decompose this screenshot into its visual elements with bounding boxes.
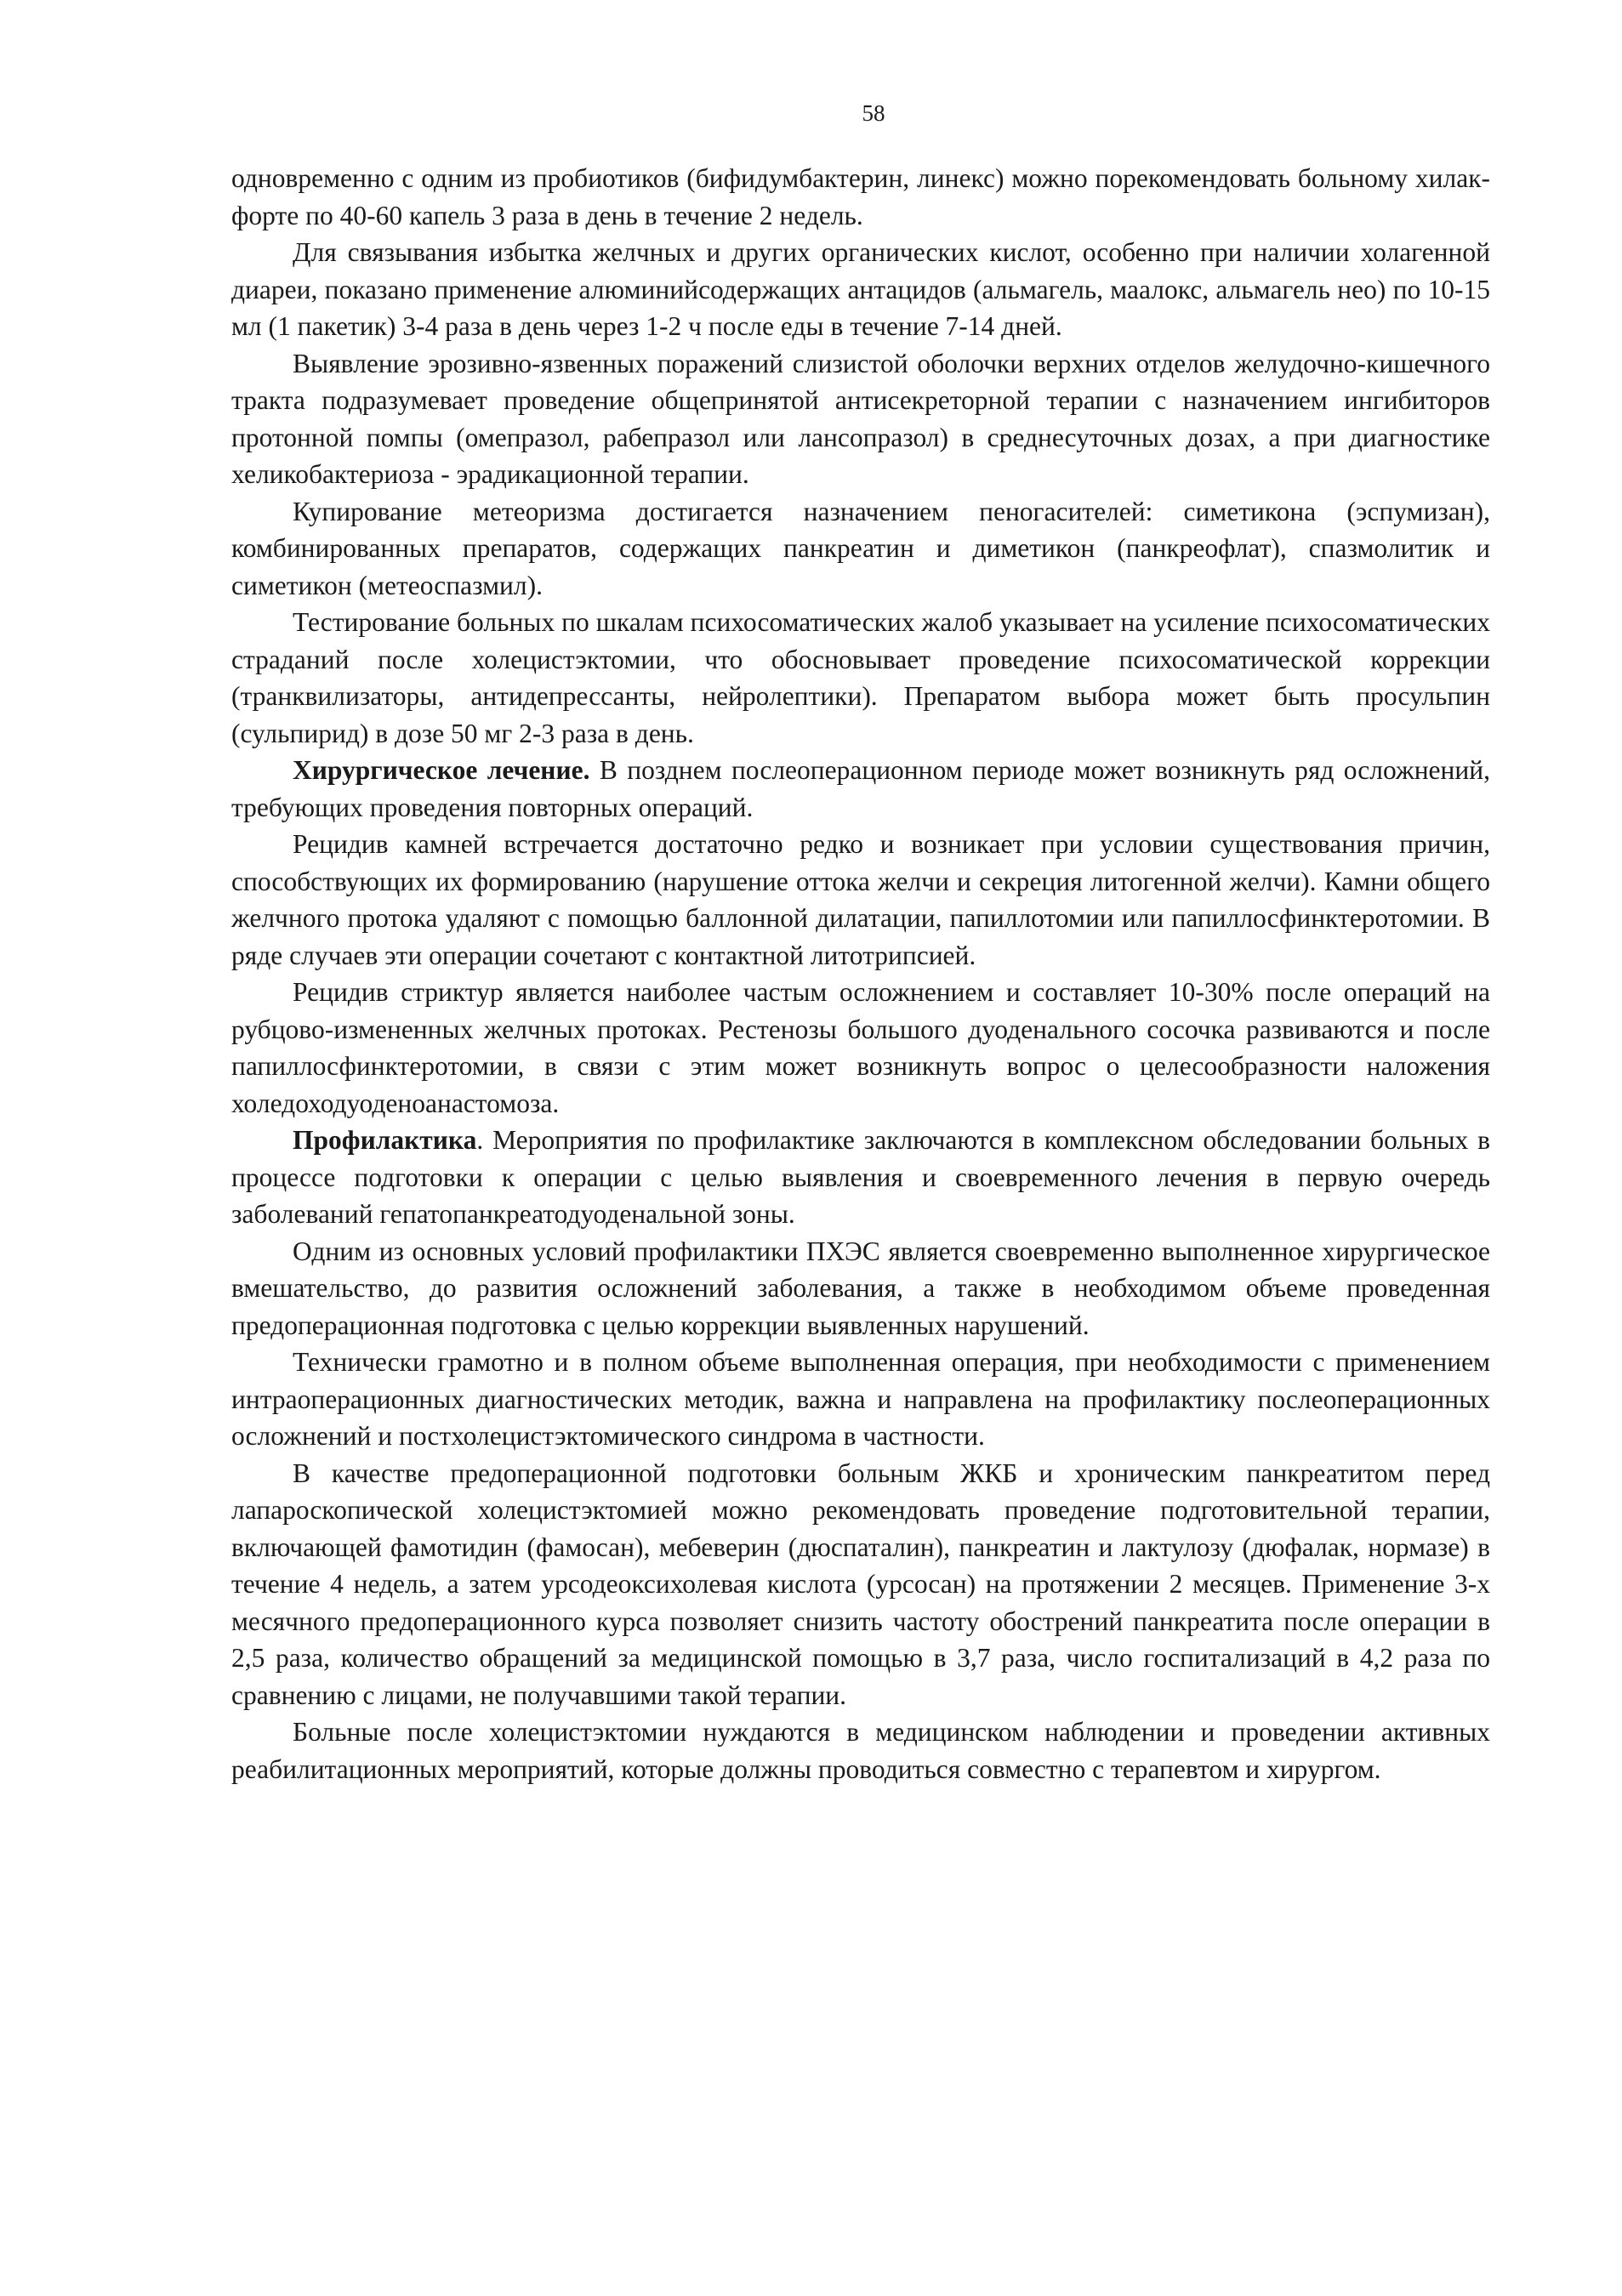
- paragraph: [231, 1455, 1490, 1714]
- section-heading: Хирургическое лечение.: [293, 755, 590, 785]
- section-heading: Профилактика: [293, 1125, 477, 1155]
- paragraph: [231, 1122, 1490, 1233]
- paragraph: [231, 345, 1490, 493]
- paragraph: [231, 1344, 1490, 1455]
- paragraph-text: Рецидив камней встречается достаточно редко и возникает при условии существования причин, способствующих их формированию (нарушение оттока желчи и секреция литогенной желчи). Камни общего желчного протока удаляют с помощью баллонной дилатации, папиллотомии или папиллосфинктеротомии. В ряде случаев эти операции сочетают с контактной литотрипсией.: [231, 829, 1490, 970]
- paragraph: [231, 160, 1490, 234]
- paragraph-text: одновременно с одним из пробиотиков (бифидумбактерин, линекс) можно порекомендовать больному хилак-форте по 40-60 капель 3 раза в день в течение 2 недель.: [231, 163, 1490, 230]
- page-number: 58: [862, 100, 885, 126]
- paragraph: [231, 604, 1490, 752]
- paragraph-text: . Мероприятия по профилактике заключаются в комплексном обследовании больных в процессе подготовки к операции с целью выявления и своевременного лечения в первую очередь заболеваний гепатопанкреатодуоденальной зоны.: [231, 1125, 1490, 1229]
- paragraph-text: Для связывания избытка желчных и других органических кислот, особенно при наличии холагенной диареи, показано применение алюминийсодержащих антацидов (альмагель, маалокс, альмагель нео) по 10-15 мл (1 пакетик) 3-4 раза в день через 1-2 ч после еды в течение 7-14 дней.: [231, 237, 1490, 341]
- paragraph-text: Одним из основных условий профилактики ПХЭС является своевременно выполненное хирургическое вмешательство, до развития осложнений заболевания, а также в необходимом объеме проведенная предоперационная подготовка с целью коррекции выявленных нарушений.: [231, 1236, 1490, 1340]
- paragraph-text: Технически грамотно и в полном объеме выполненная операция, при необходимости с применением интраоперационных диагностических методик, важна и направлена на профилактику послеоперационных осложнений и постхолецистэктомического синдрома в частности.: [231, 1347, 1490, 1451]
- paragraph-text: В позднем послеоперационном периоде может возникнуть ряд осложнений, требующих проведения повторных операций.: [231, 755, 1490, 822]
- paragraph: [231, 493, 1490, 605]
- paragraph: [231, 1713, 1490, 1787]
- paragraph: [231, 974, 1490, 1122]
- paragraph: [231, 1233, 1490, 1344]
- paragraph-text: В качестве предоперационной подготовки больным ЖКБ и хроническим панкреатитом перед лапароскопической холецистэктомией можно рекомендовать проведение подготовительной терапии, включающей фамотидин (фамосан), мебеверин (дюспаталин), панкреатин и лактулозу (дюфалак, нормазе) в течение 4 недель, а затем урсодеоксихолевая кислота (урсосан) на протяжении 2 месяцев. Применение 3-х месячного предоперационного курса позволяет снизить частоту обострений панкреатита после операции в 2,5 раза, количество обращений за медицинской помощью в 3,7 раза, число госпитализаций в 4,2 раза по сравнению с лицами, не получавшими такой терапии.: [231, 1458, 1490, 1710]
- paragraph-text: Выявление эрозивно-язвенных поражений слизистой оболочки верхних отделов желудочно-кишечного тракта подразумевает проведение общепринятой антисекреторной терапии с назначением ингибиторов протонной помпы (омепразол, рабепразол или лансопразол) в среднесуточных дозах, а при диагностике хеликобактериоза - эрадикационной терапии.: [231, 348, 1490, 489]
- paragraph-text: Тестирование больных по шкалам психосоматических жалоб указывает на усиление психосоматических страданий после холецистэктомии, что обосновывает проведение психосоматической коррекции (транквилизаторы, антидепрессанты, нейролептики). Препаратом выбора может быть просульпин (сульпирид) в дозе 50 мг 2-3 раза в день.: [231, 607, 1490, 748]
- paragraph-text: Купирование метеоризма достигается назначением пеногасителей: симетикона (эспумизан), комбинированных препаратов, содержащих панкреатин и диметикон (панкреофлат), спазмолитик и симетикон (метеоспазмил).: [231, 496, 1490, 600]
- paragraph-text: Больные после холецистэктомии нуждаются в медицинском наблюдении и проведении активных реабилитационных мероприятий, которые должны проводиться совместно с терапевтом и хирургом.: [231, 1717, 1490, 1784]
- paragraph: [231, 234, 1490, 345]
- body-text: [231, 160, 1490, 1787]
- paragraph: [231, 752, 1490, 826]
- paragraph: [231, 826, 1490, 974]
- paragraph-text: Рецидив стриктур является наиболее частым осложнением и составляет 10-30% после операций на рубцово-измененных желчных протоках. Рестенозы большого дуоденального сосочка развиваются и после папиллосфинктеротомии, в связи с этим может возникнуть вопрос о целесообразности наложения холедоходуоденоанастомоза.: [231, 977, 1490, 1118]
